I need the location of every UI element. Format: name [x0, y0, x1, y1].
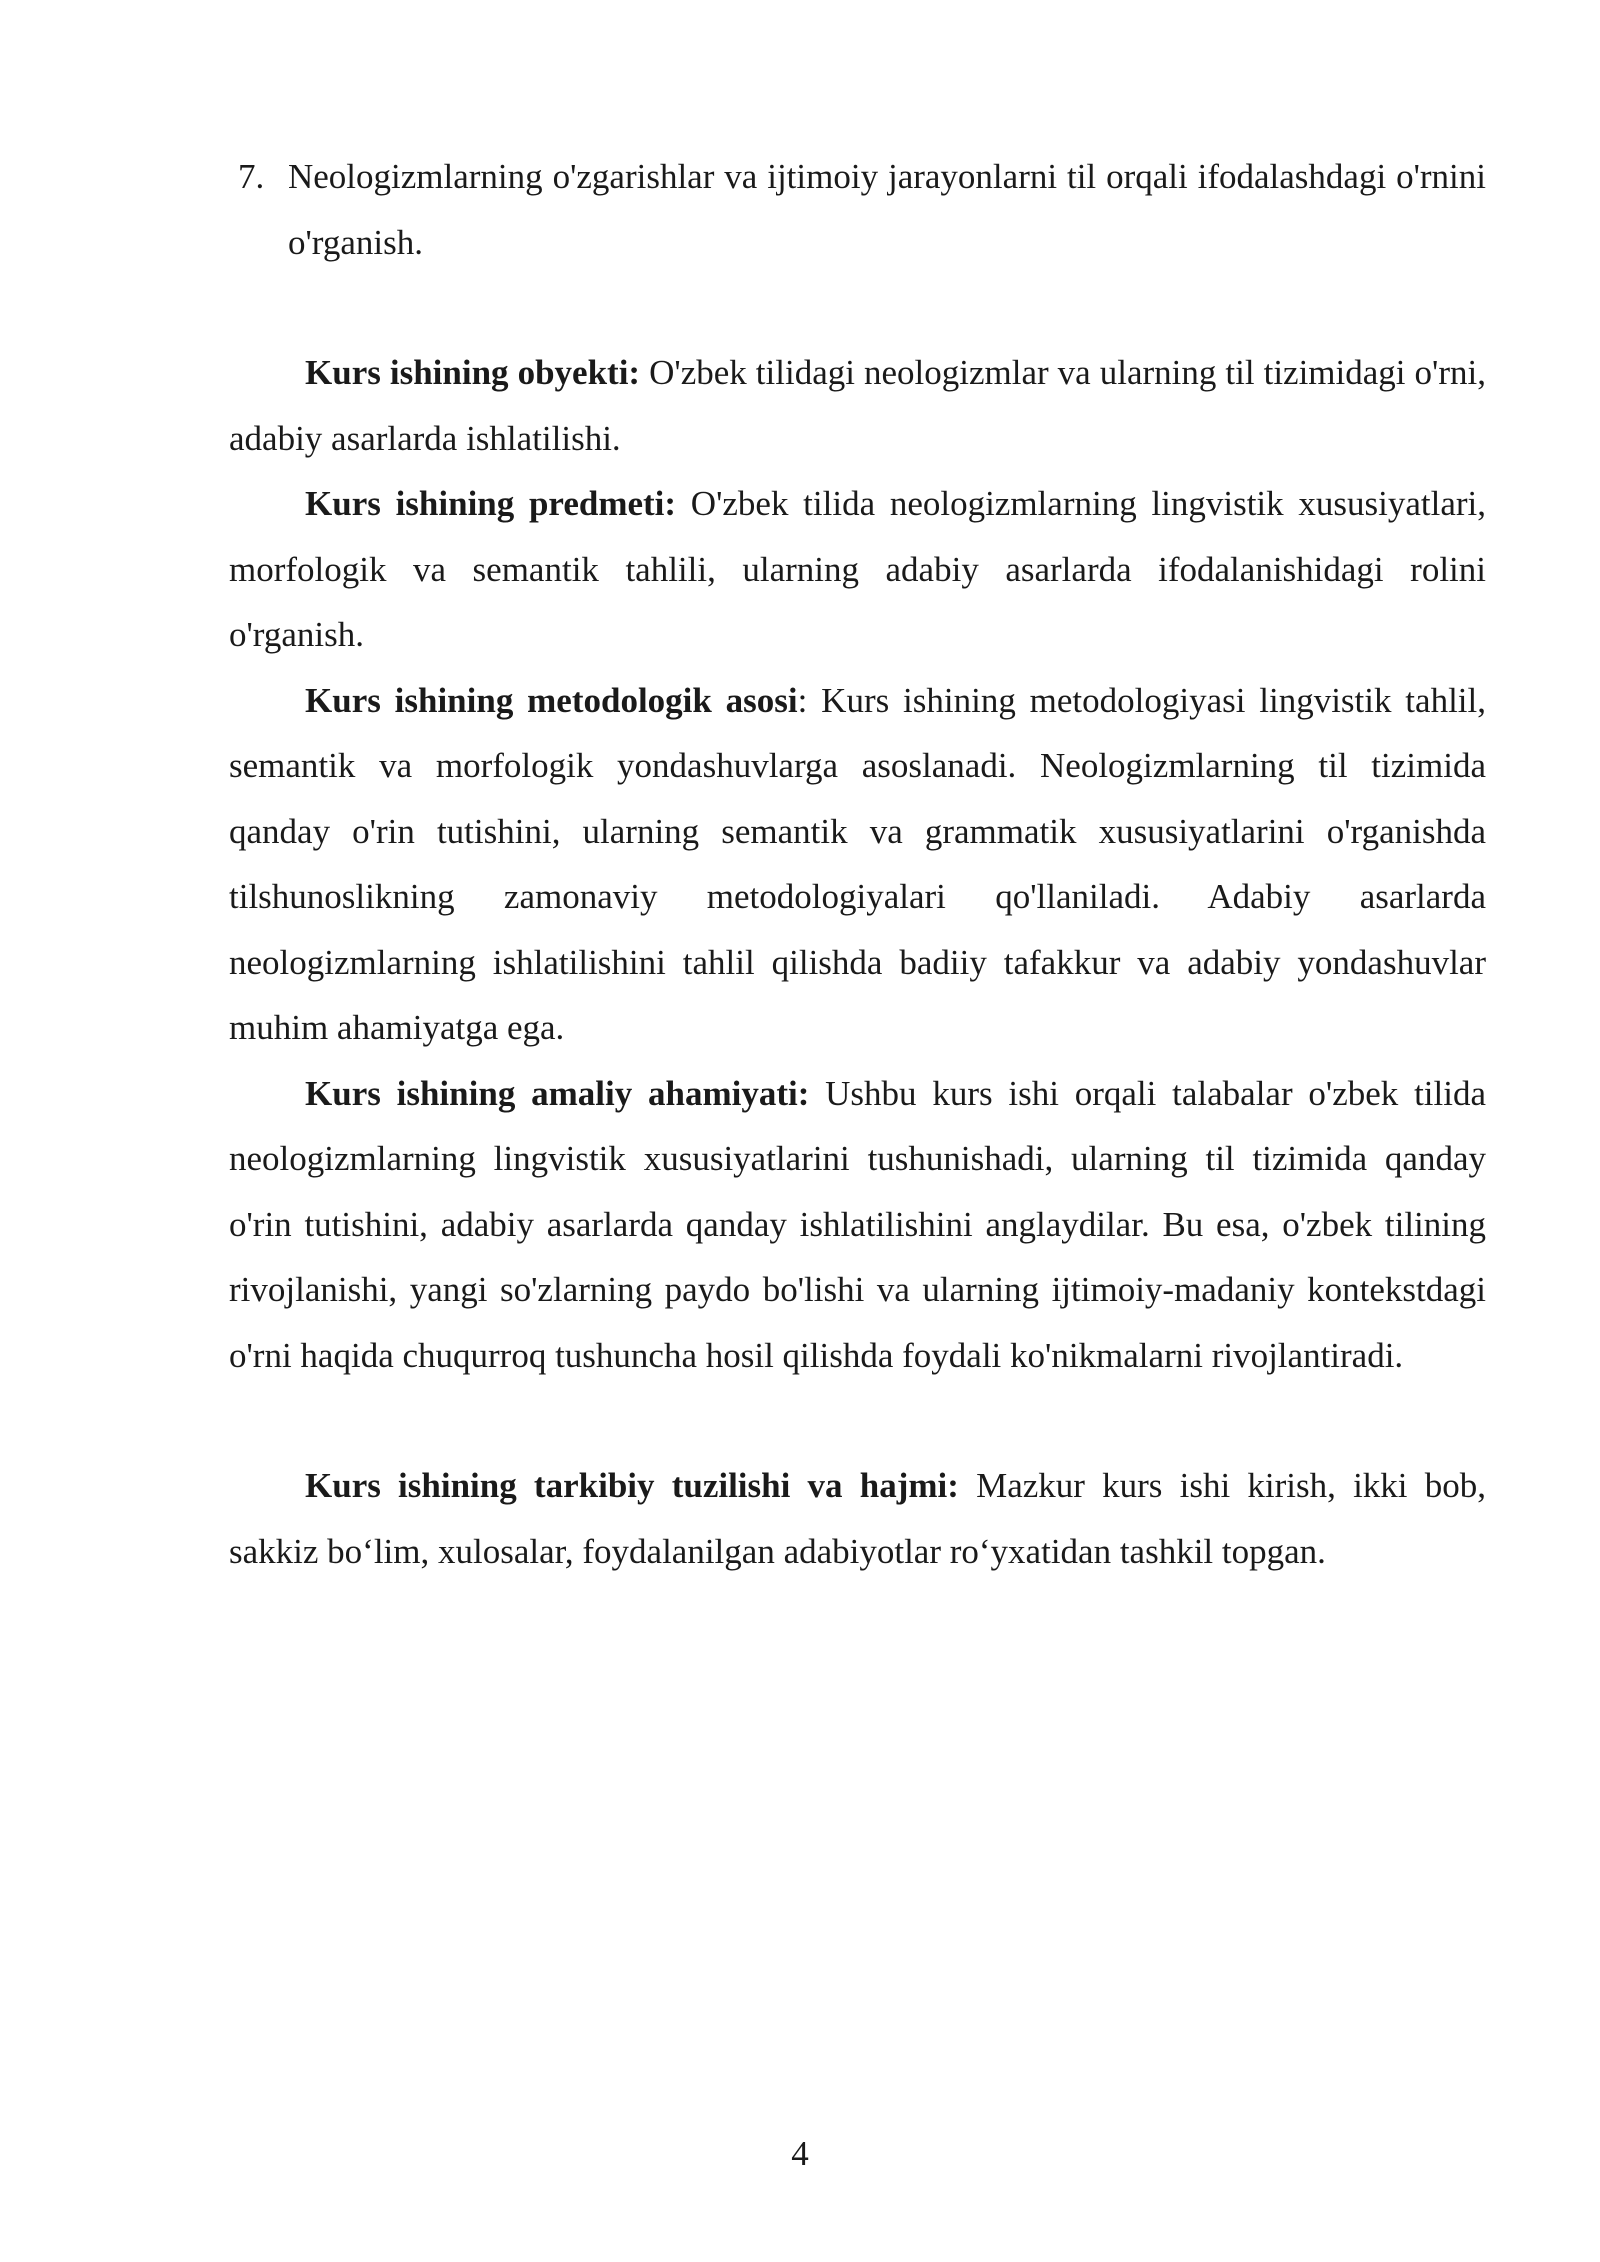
- page-content: [229, 144, 1486, 1584]
- list-item-number: 7.: [238, 157, 265, 196]
- list-item: [229, 144, 1486, 275]
- spacer: [229, 1388, 1486, 1453]
- practical-label: Kurs ishining amaliy ahamiyati:: [305, 1073, 810, 1113]
- practical-text: Ushbu kurs ishi orqali talabalar o'zbek tilida neologizmlarning lingvistik xususiyatlarini tushunishadi, ularning til tizimida qanday o'rin tutishini, adabiy asarlarda qanday ishlatilishini anglaydilar. Bu esa, o'zbek tilining rivojlanishi, yangi so'zlarning paydo bo'lishi va ularning ijtimoiy-madaniy kontekstdagi o'rni haqida chuqurroq tushuncha hosil qilishda foydali ko'nikmalarni rivojlantiradi.: [229, 1073, 1486, 1375]
- list-item-text: Neologizmlarning o'zgarishlar va ijtimoiy jarayonlarni til orqali ifodalashdagi o'rnini o'rganish.: [288, 157, 1486, 262]
- paragraph-object: [229, 340, 1486, 471]
- object-label: Kurs ishining obyekti:: [305, 353, 641, 392]
- subject-label: Kurs ishining predmeti:: [305, 484, 677, 523]
- structure-label: Kurs ishining tarkibiy tuzilishi va hajmi:: [305, 1466, 959, 1505]
- methodology-label: Kurs ishining metodologik asosi: [305, 680, 798, 720]
- structure-text: Mazkur kurs ishi kirish, ikki bob, sakkiz bo‘lim, xulosalar, foydalanilgan adabiyotlar ro‘yxatidan tashkil topgan.: [229, 1466, 1486, 1571]
- object-text: O'zbek tilidagi neologizmlar va ularning til tizimidagi o'rni, adabiy asarlarda ishlatilishi.: [229, 353, 1486, 458]
- methodology-text: : Kurs ishining metodologiyasi lingvistik tahlil, semantik va morfologik yondashuvlarga asoslanadi. Neologizmlarning til tizimida qanday o'rin tutishini, ularning semantik va grammatik xususiyatlarini o'rganishda tilshunoslikning zamonaviy metodologiyalari qo'llaniladi. Adabiy asarlarda neologizmlarning ishlatilishini tahlil qilishda badiiy tafakkur va adabiy yondashuvlar muhim ahamiyatga ega.: [229, 680, 1486, 1047]
- spacer: [229, 275, 1486, 340]
- paragraph-subject: [229, 471, 1486, 668]
- paragraph-practical: [229, 1061, 1486, 1389]
- paragraph-methodology: [229, 668, 1486, 1061]
- page-number: 4: [791, 2134, 809, 2173]
- paragraph-structure: [229, 1453, 1486, 1584]
- subject-text: O'zbek tilida neologizmlarning lingvistik xususiyatlari, morfologik va semantik tahlili, ularning adabiy asarlarda ifodalanishidagi rolini o'rganish.: [229, 484, 1486, 654]
